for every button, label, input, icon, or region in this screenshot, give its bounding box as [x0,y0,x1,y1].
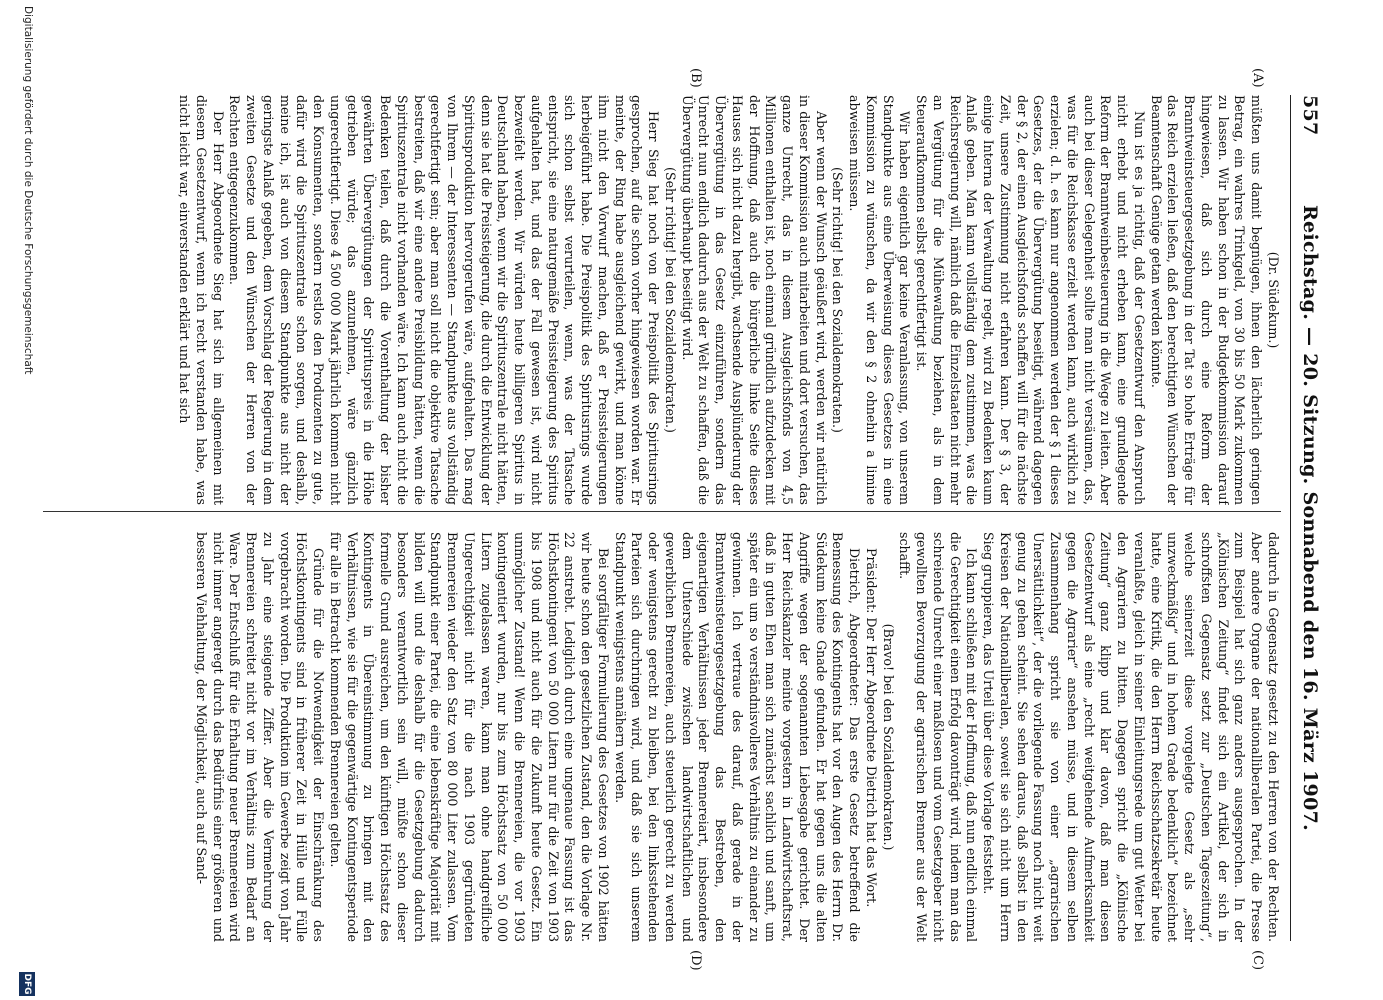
running-title: Reichstag. — 20. Sitzung. Sonnabend den 16. März 1907. [1299,204,1321,832]
text-column-right [43,532,1281,942]
page-header [1290,95,1325,941]
margin-letter-a: (A) [1250,68,1265,88]
text-column-left [43,95,1281,505]
paragraph: Bei sorgfältiger Formulierung des Gesetzes von 1902 hätten wir heute schon den gesetzlichen Zustand, den die Vorlage Nr. 22 anstrebt. Lediglich durch eine ungenaue Fassung ist das Höchstkontingent von 50 000 Litern nur für die Zeit von 1903 bis 1908 und nicht auch für die Zukunft heute Gesetz. Ein unmöglicher Zustand! Wenn die Brennereien, die vor 1903 kontingentiert wurden, nur bis zum Höchstsatz von 50 000 Litern zugelassen waren, kann man ohne handgreifliche Ungerechtigkeit nicht für die nach 1903 gegründeten Brennereien wieder den Satz von 80 000 Liter zulassen. Vom Standpunkt einer Partei, die eine lebenskräftige Majorität mit bilden will und die deshalb für die Gesetzgebung dadurch besonders verantwortlich sein will, müßte schon dieser formelle Grund ausreichen, um den künftigen Höchstsatz des Kontingents in Übereinstimmung zu bringen mit den Verhältnissen, wie sie für die gegenwärtige Kontingentsperiode für alle in Betracht kommenden Brennereien gelten. [328,532,611,942]
paragraph: Präsident: Der Herr Abgeordnete Dietrich hat das Wort. [864,548,879,908]
paragraph: Dietrich, Abgeordneter: Das erste Gesetz betreffend die Bemessung des Kontingents hat vor den Augen des Herrn Dr. Südekum keine Gnade gefunden. Er hat gegen uns die alten Angriffe wegen der sogenannten Liebesgabe gerichtet. Der Herr Reichskanzler meinte vorgestern in Landwirtschaftsrat, daß in guten Ehen man sich zunächst sachlich und sanft, um später ein um so verständnisvolleres Verhältnis zu einander zu gewinnen. Ich vertraue des darauf, daß gerade in der Branntweinsteuergesetzgebung das Bestreben, den eigenartigen Verhältnissen jeder Brennereiart, insbesondere dem Unterschiede zwischen landwirtschaftlichen und gewerblichen Brennereien, auch steuerlich gerecht zu werden oder wenigstens gerecht zu bleiben, bei den linksstehenden Parteien sich durchringen wird, und daß sie sich unserem Standpunkt wenigstens annähern werden. [612,532,863,942]
interjection: (Sehr richtig! bei den Sozialdemokraten.) [663,167,678,433]
margin-letter-d: (D) [688,950,703,971]
dfg-logo: DFG [19,972,35,996]
paragraph: Der Herr Abgeordnete Sieg hat sich im allgemeinen mit diesem Gesetzentwurf, wenn ich recht verstanden habe, was nicht leicht war, einverstanden erklärt und hat sich [177,95,226,505]
column-divider [43,511,1281,512]
margin-letter-b: (B) [688,68,703,88]
paragraph: Ich kann schließen mit der Hoffnung, daß nun endlich einmal die Gerechtigkeit einen Erfolg davonträgt wird, indem man das schreiende Unrecht einer maßlosen und vom Gesetzgeber nicht gewollten Bevorzugung der agrarischen Brenner aus der Welt schafft. [897,532,980,942]
digitization-footer [15,0,37,1000]
paragraph: Wir haben eigentlich gar keine Veranlassung, von unserem Standpunkte aus eine Überweisung dieses Gesetzes in eine Kommission zu wünschen, da wir den § 2 ohnehin a limine abweisen müssen. [847,95,913,505]
interjection: (Bravo! bei den Sozialdemokraten.) [880,623,896,851]
paragraph: Nun ist es ja richtig, daß der Gesetzentwurf den Anspruch nicht erhebt und nicht erheben kann, eine grundlegende Reform der Branntweinbesteuerung in die Wege zu leiten. Aber auch bei dieser Gelegenheit sollte man nicht versäumen, das, was für die Reichskasse erzielt werden kann, auch wirklich zu erzielen; d. h. es kann nur angenommen werden der § 1 dieses Gesetzes, der die Übervergütung beseitigt, während dagegen der § 2, der einen Ausgleichsfonds schaffen will für die nächste Zeit, unsere Zustimmung nicht erfahren kann. Der § 3, der einige Interna der Verwaltung regelt, wird zu Bedenken kaum Anlaß geben. Man kann vollständig dem zustimmen, was die Reichsregierung will, nämlich daß die Einzelstaaten nicht mehr an Vergütung für die Mühewaltung beziehen, als in dem Steueraufkommen selbst gerechtfertigt ist. [914,95,1147,505]
speaker-note: (Dr. Südekum.) [1266,251,1281,349]
page-number: 557 [1299,95,1321,136]
paragraph: Herr Sieg hat noch von der Preispolitik des Spiritusrings gesprochen, auf die schon vorher hingewiesen worden war. Er meinte, der Ring habe ausgleichend gewirkt, und man könne ihm nicht den Vorwurf machen, daß er Preissteigerungen herbeigeführt habe. Die Preispolitik des Spiritusrings wurde sich schon selbst verurteilen, wenn, was der Tatsache entspricht, sie eine naturgemäße Preissteigerung des Spiritus aufgehalten hat, und das der Fall gewesen ist, wird nicht bezweifelt werden. Wir würden heute billigeren Spiritus in Deutschland haben, wenn wir die Spirituszentrale nicht hätten, denn sie hat die Preissteigerung, die durch die Entwicklung der Spiritusproduktion hervorgerufen wäre, aufgehalten. Das mag von Ihrem — der Interessenten — Standpunkte aus vollständig gerechtfertigt sein; aber man soll nicht die objektive Tatsache bestreiten, daß wir eine andere Preisbildung hätten, wenn die Spirituszentrale nicht vorhanden wäre. Ich kann auch nicht die Bedenken teilen, daß durch die Vorenthaltung der bisher gewährten Übervergütungen der Spirituspreis in die Höhe getrieben würde; das anzunehmen, wäre gänzlich ungerechtfertigt. Diese 4 500 000 Mark jährlich kommen nicht den Konsumenten, sondern restlos den Produzenten zu gute, dafür wird die Spirituszentrale schon sorgen, und deshalb, meine ich, ist auch von diesem Standpunkte aus nicht der geringste Anlaß gegeben, dem Vorschlag der Regierung in dem zweiten Gesetze und den Wünschen der Herren von der Rechten entgegenzukommen. [227,95,662,505]
paragraph: müßten uns damit begnügen, ihnen den lächerlich geringen Betrag, ein wahres Trinkgeld, von 30 bis 50 Mark zukommen zu lassen. Wir haben schon in der Budgetkommission darauf hingewiesen, daß sich durch eine Reform der Branntweinsteuergesetzgebung in der Tat so hohe Erträge für das Reich erzielen ließen, daß den berechtigten Wünschen der Beamtenschaft Genüge getan werden könnte. [1148,95,1265,505]
margin-letter-c: (C) [1250,950,1265,971]
funding-credit: Digitalisierung gefördert durch die Deutsche Forschungsgemeinschaft [22,6,34,375]
paragraph: Aber wenn der Wunsch geäußert wird, werden wir natürlich in dieser Kommission auch mitarbeiten und dort versuchen, das ganze Unrecht, das in diesem Ausgleichsfonds von 4,5 Millionen enthalten ist, noch einmal gründlich aufzudecken mit der Hoffnung, daß auch die bürgerliche linke Seite dieses Hauses sich nicht dazu hergibt, wachsende Ausplünderung der Übervergütung in das Gesetz einzuführen, sondern das Unrecht nun endlich dadurch aus der Welt zu schaffen, daß die Übervergütung überhaupt beseitigt wird. [679,95,829,505]
interjection: (Sehr richtig! bei den Sozialdemokraten.) [830,167,846,433]
paragraph: dadurch in Gegensatz gesetzt zu den Herren von der Rechten. Aber andere Organe der nationalliberalen Partei, die Presse zum Beispiel hat sich ganz anders ausgesprochen. In der „Kölnischen Zeitung“ findet sich ein Artikel, der sich in schroffsten Gegensatz setzt zur „Deutschen Tageszeitung“, welche seinerzeit diese vorgelegte Gesetz als „sehr unzweckmäßig“ und in hohem Grade bedenklich“ bezeichnet hatte, eine Kritik, die den Herrn Reichsschatzsekretär heute veranlaßte, gleich in seiner Einleitungsrede um gut Wetter bei den Agrariern zu bitten. Dagegen spricht die „Kölnische Zeitung“ ganz klipp und klar davon, daß man diesen Gesetzentwurf als eine „recht weitgehende Aufmerksamkeit gegen die Agrarier“ ansehen müsse, und in diesem selben Zusammenhang spricht sie von einer „agrarischen Unersättlichkeit“, der die vorliegende Fassung noch nicht weit genug zu gehen scheint. Sie sehen daraus, daß selbst in den Kreisen der Nationalliberalen, soweit sie sich nicht um Herrn Sieg gruppieren, das Urteil über diese Vorlage feststeht. [981,532,1281,942]
paragraph: Gründe für die Notwendigkeit der Einschränkung des Höchstkontingents sind in früherer Zeit in Hülle und Fülle vorgebracht worden. Die Produktion im Gewerbe zeigt von Jahr zu Jahr eine steigende Ziffer. Aber die Vermehrung der Brennereien schreitet nicht vor im Verhältnis zum Bedarf an Ware. Der Entschluß für die Erhaltung neuer Brennereien wird nicht immer angeregt durch das Bedürfnis einer größeren und besseren Viehhaltung, der Möglichkeit, auch auf Sand- [194,532,327,942]
